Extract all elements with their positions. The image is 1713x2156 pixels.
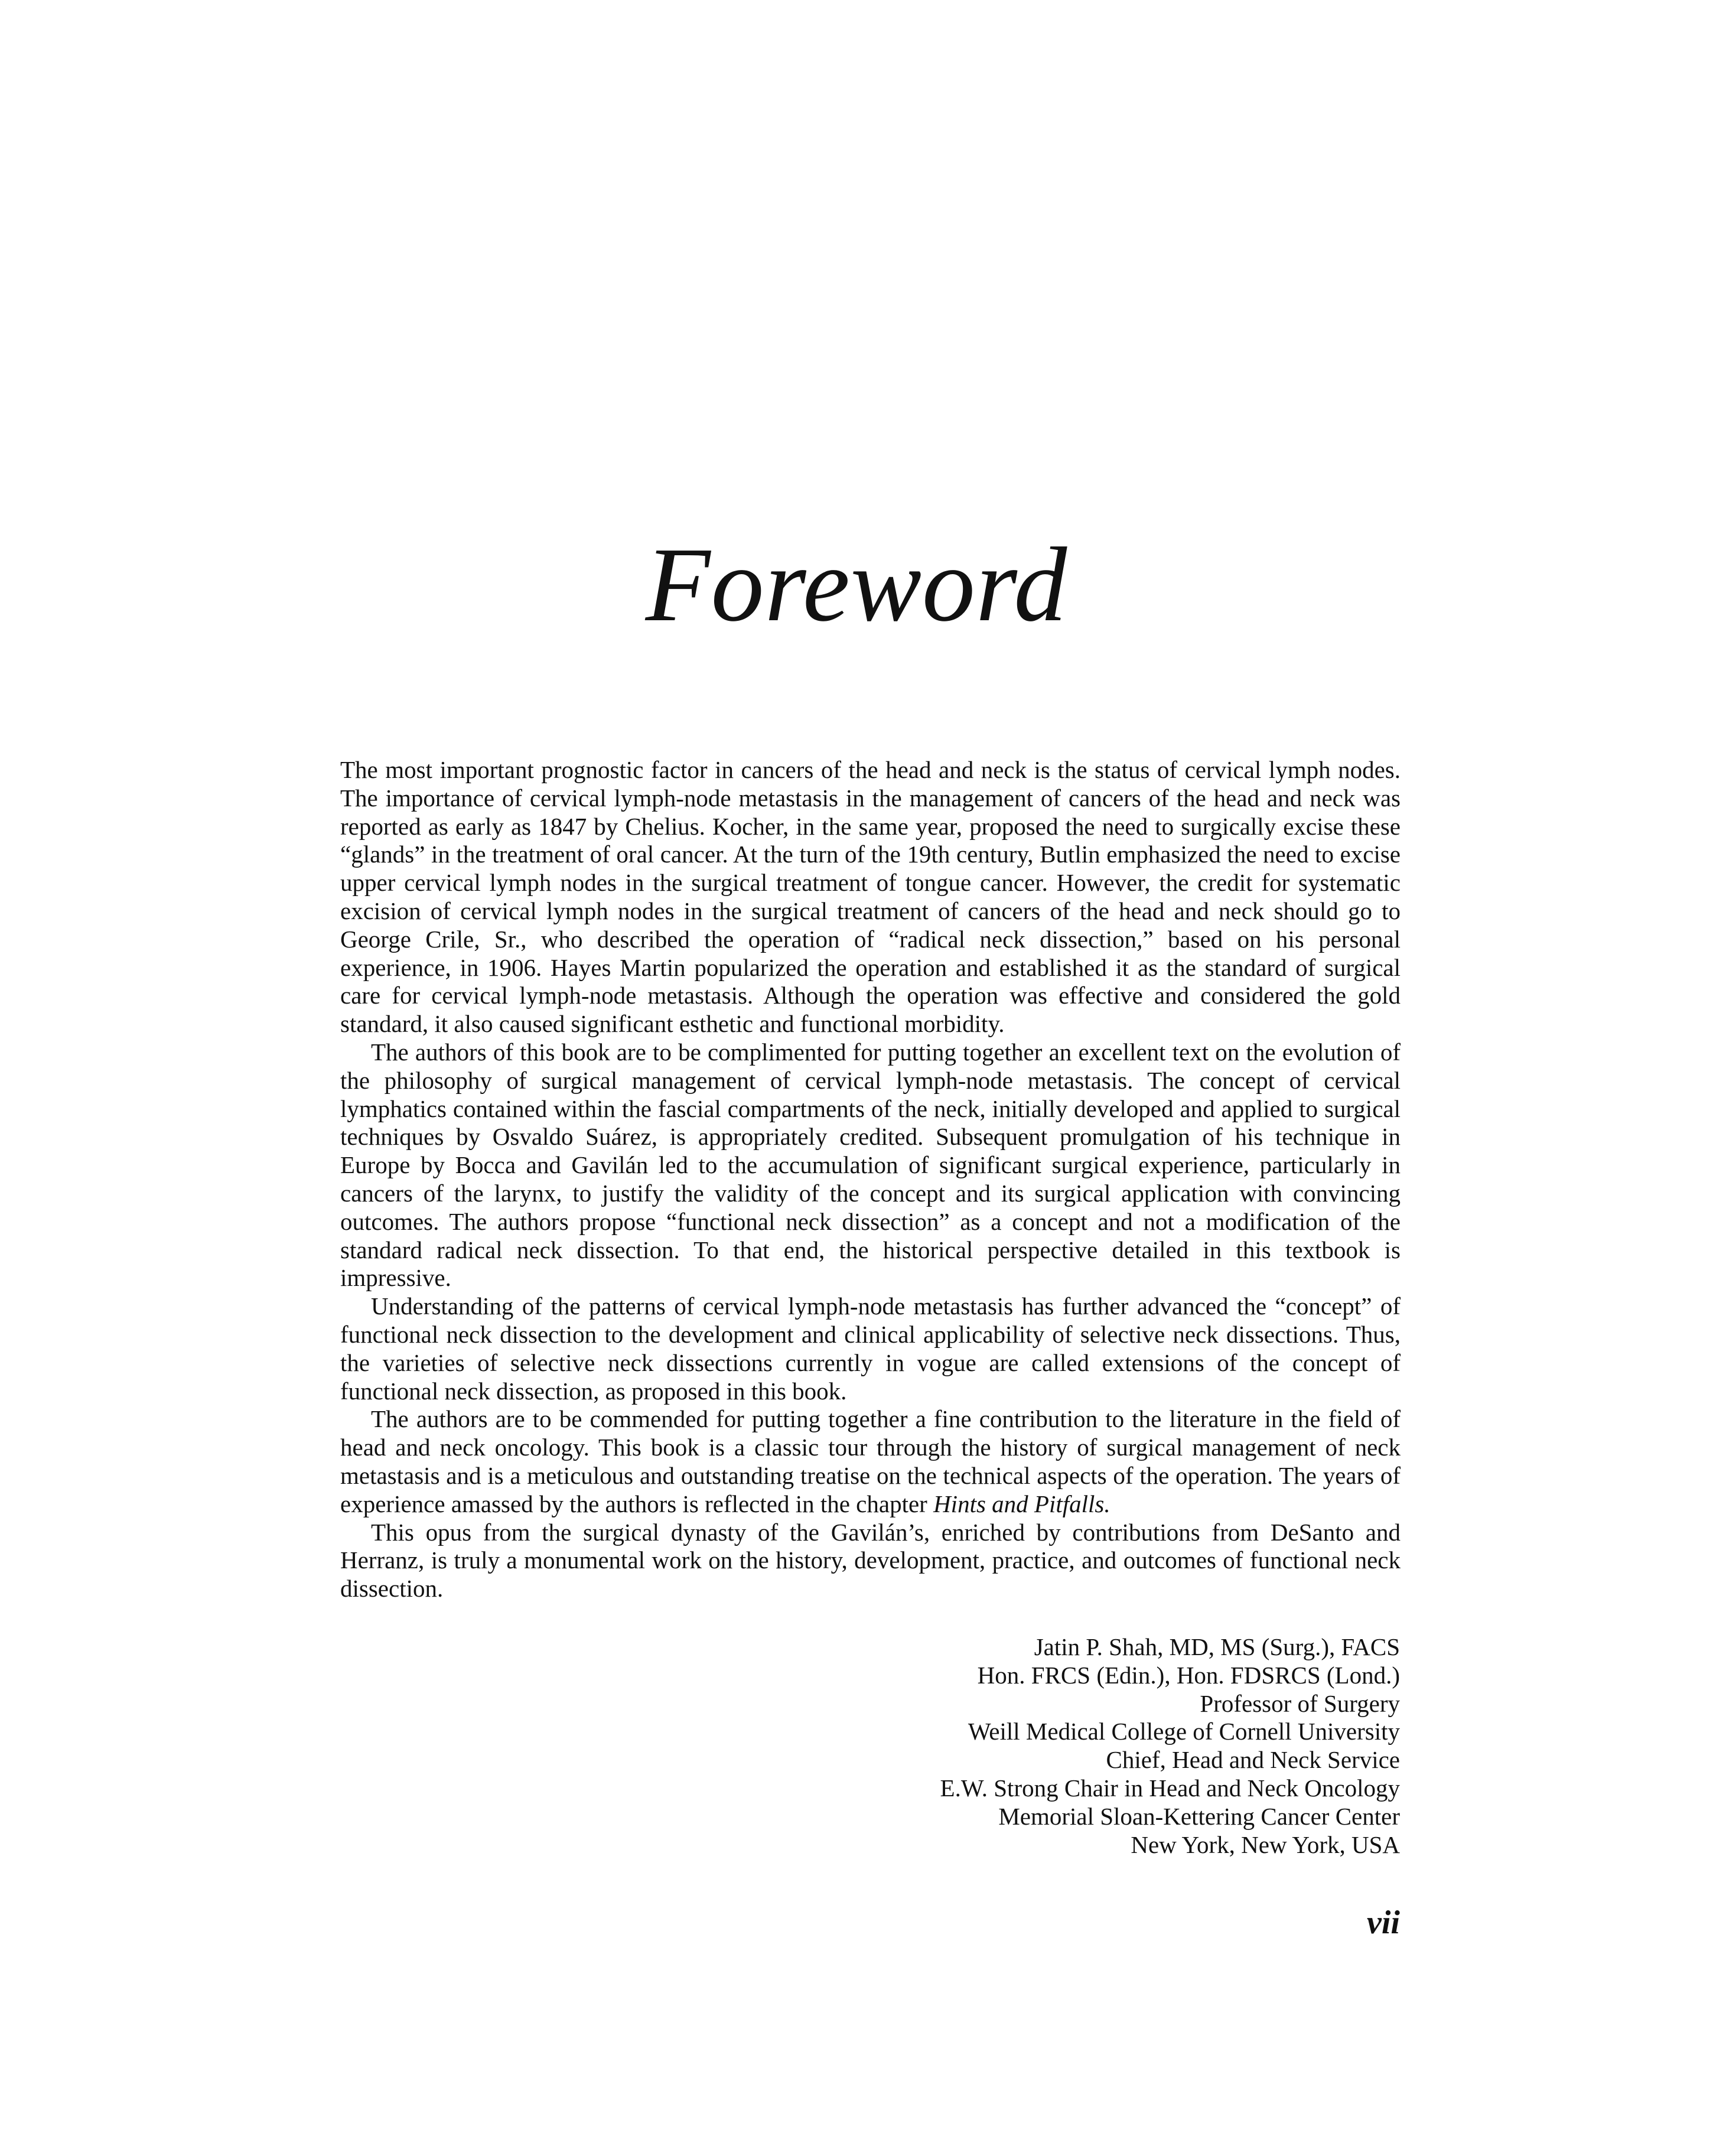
signature-block xyxy=(940,1633,1400,1859)
chapter-title-italic: Hints and Pitfalls. xyxy=(933,1490,1110,1517)
page-title: Foreword xyxy=(645,526,1068,643)
paragraph-2 xyxy=(340,1038,1401,1292)
paragraph-4 xyxy=(340,1405,1401,1518)
signature-title: Professor of Surgery xyxy=(1200,1689,1400,1717)
paragraph-text: This opus from the surgical dynasty of the Gavilán’s, enriched by contributions from DeSanto and Herranz, is truly a monumental work on the history, development, practice, and outcomes of functional neck dissection. xyxy=(340,1518,1401,1603)
paragraph-text: The authors are to be commended for putting together a fine contribution to the literature in the field of head and neck oncology. This book is a classic tour through the history of surgical management of neck metastasis and is a meticulous and outstanding treatise on the technical aspects of the operation. The years of experience amassed by the authors is reflected in the chapter xyxy=(340,1405,1401,1517)
signature-institution: Weill Medical College of Cornell University xyxy=(968,1718,1400,1745)
page-number: vii xyxy=(1367,1904,1400,1941)
paragraph-1 xyxy=(340,756,1401,1038)
signature-name: Jatin P. Shah, MD, MS (Surg.), FACS xyxy=(1034,1633,1400,1660)
signature-location: New York, New York, USA xyxy=(1131,1831,1400,1858)
signature-position: Chief, Head and Neck Service xyxy=(1106,1746,1400,1774)
paragraph-3 xyxy=(340,1292,1401,1405)
signature-chair: E.W. Strong Chair in Head and Neck Oncology xyxy=(940,1774,1400,1802)
foreword-body xyxy=(340,756,1401,1603)
paragraph-5 xyxy=(340,1519,1401,1603)
signature-honors: Hon. FRCS (Edin.), Hon. FDSRCS (Lond.) xyxy=(977,1661,1400,1689)
paragraph-text: The most important prognostic factor in cancers of the head and neck is the status of cervical lymph nodes. The importance of cervical lymph-node metastasis in the management of cancers of the head and neck was reported as early as 1847 by Chelius. Kocher, in the same year, proposed the need to surgically excise these “glands” in the treatment of oral cancer. At the turn of the 19th century, Butlin emphasized the need to excise upper cervical lymph nodes in the surgical treatment of tongue cancer. However, the credit for systematic excision of cervical lymph nodes in the surgical treatment of cancers of the head and neck should go to George Crile, Sr., who described the operation of “radical neck dissection,” based on his personal experience, in 1906. Hayes Martin popularized the operation and established it as the standard of surgical care for cervical lymph-node metastasis. Although the operation was effective and considered the gold standard, it also caused significant esthetic and functional morbidity. xyxy=(340,756,1401,1038)
paragraph-text: Understanding of the patterns of cervical lymph-node metastasis has further advanced the “concept” of functional neck dissection to the development and clinical applicability of selective neck dissections. Thus, the varieties of selective neck dissections currently in vogue are called extensions of the concept of functional neck dissection, as proposed in this book. xyxy=(340,1292,1401,1405)
signature-center: Memorial Sloan-Kettering Cancer Center xyxy=(998,1802,1400,1830)
paragraph-text: The authors of this book are to be complimented for putting together an excellent text on the evolution of the philosophy of surgical management of cervical lymph-node metastasis. The concept of cervical lymphatics contained within the fascial compartments of the neck, initially developed and applied to surgical techniques by Osvaldo Suárez, is appropriately credited. Subsequent promulgation of his technique in Europe by Bocca and Gavilán led to the accumulation of significant surgical experience, particularly in cancers of the larynx, to justify the validity of the concept and its surgical application with convincing outcomes. The authors propose “functional neck dissection” as a concept and not a modification of the standard radical neck dissection. To that end, the historical perspective detailed in this textbook is impressive. xyxy=(340,1038,1401,1292)
